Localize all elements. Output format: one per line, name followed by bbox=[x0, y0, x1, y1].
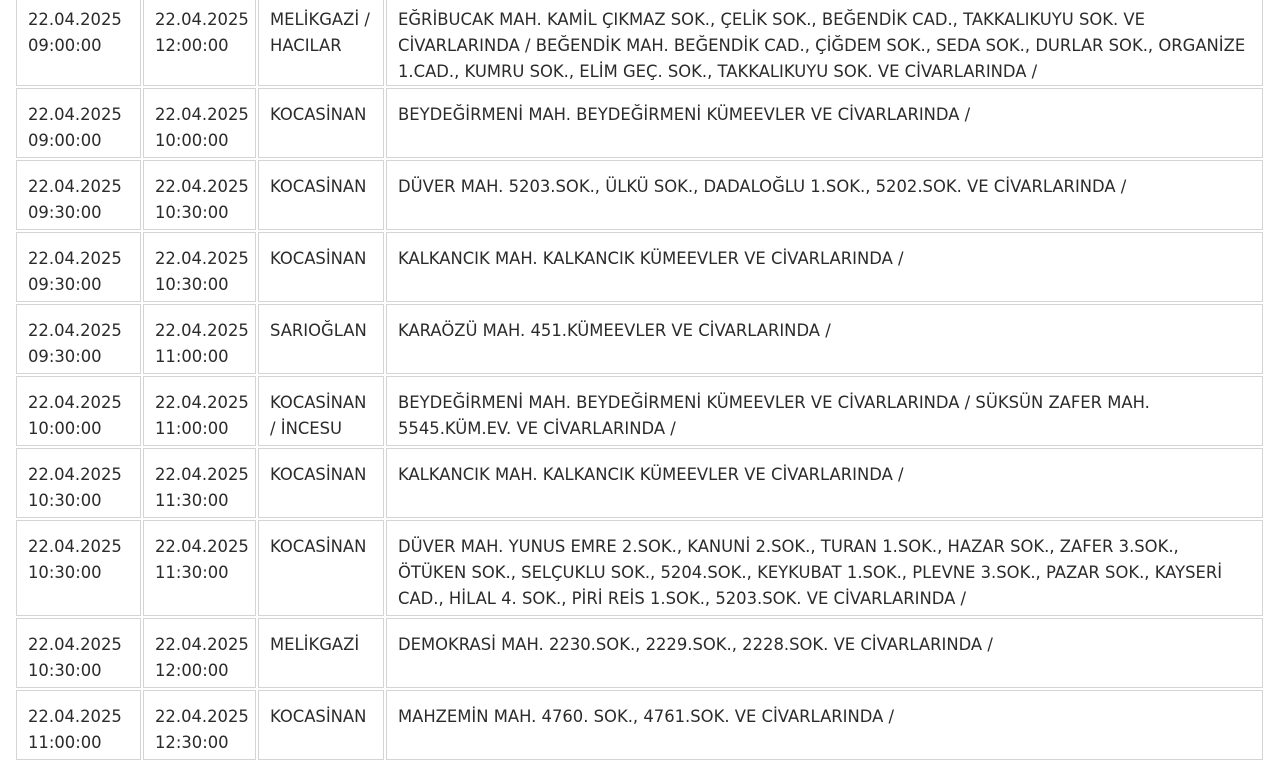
district-cell bbox=[258, 0, 384, 86]
start-time: 10:30:00 bbox=[28, 491, 102, 510]
start-date: 22.04.2025 bbox=[28, 635, 122, 654]
end-datetime-cell bbox=[143, 520, 256, 616]
start-date: 22.04.2025 bbox=[28, 177, 122, 196]
start-time: 10:30:00 bbox=[28, 661, 102, 680]
start-time: 09:00:00 bbox=[28, 36, 102, 55]
end-datetime-cell bbox=[143, 0, 256, 86]
start-time: 11:00:00 bbox=[28, 733, 102, 752]
district-cell bbox=[258, 232, 384, 302]
address-text: DEMOKRASİ MAH. 2230.SOK., 2229.SOK., 2228.SOK. VE CİVARLARINDA / bbox=[398, 635, 993, 654]
end-time: 12:00:00 bbox=[155, 36, 229, 55]
end-date: 22.04.2025 bbox=[155, 537, 249, 556]
end-datetime-cell bbox=[143, 618, 256, 688]
district-line: MELİKGAZİ bbox=[270, 635, 360, 654]
end-datetime-cell bbox=[143, 88, 256, 158]
end-datetime-cell bbox=[143, 376, 256, 446]
start-time: 10:30:00 bbox=[28, 563, 102, 582]
address-cell bbox=[386, 618, 1263, 688]
end-time: 11:00:00 bbox=[155, 347, 229, 366]
district-cell bbox=[258, 160, 384, 230]
district-line: SARIOĞLAN bbox=[270, 321, 367, 340]
start-time: 10:00:00 bbox=[28, 419, 102, 438]
address-cell bbox=[386, 448, 1263, 518]
start-datetime-cell bbox=[16, 448, 141, 518]
start-date: 22.04.2025 bbox=[28, 249, 122, 268]
district-line: KOCASİNAN bbox=[270, 465, 367, 484]
district-line: KOCASİNAN bbox=[270, 177, 367, 196]
start-date: 22.04.2025 bbox=[28, 537, 122, 556]
table-row bbox=[16, 0, 1263, 86]
address-cell bbox=[386, 160, 1263, 230]
start-date: 22.04.2025 bbox=[28, 393, 122, 412]
district-cell bbox=[258, 448, 384, 518]
address-text: MAHZEMİN MAH. 4760. SOK., 4761.SOK. VE CİVARLARINDA / bbox=[398, 707, 895, 726]
district-line: KOCASİNAN bbox=[270, 105, 367, 124]
district-cell bbox=[258, 690, 384, 760]
table-row bbox=[16, 160, 1263, 230]
address-text: KARAÖZÜ MAH. 451.KÜMEEVLER VE CİVARLARINDA / bbox=[398, 321, 831, 340]
address-cell bbox=[386, 88, 1263, 158]
start-time: 09:30:00 bbox=[28, 275, 102, 294]
start-datetime-cell bbox=[16, 618, 141, 688]
start-date: 22.04.2025 bbox=[28, 707, 122, 726]
end-date: 22.04.2025 bbox=[155, 465, 249, 484]
start-datetime-cell bbox=[16, 88, 141, 158]
start-datetime-cell bbox=[16, 160, 141, 230]
district-cell bbox=[258, 618, 384, 688]
address-text: DÜVER MAH. YUNUS EMRE 2.SOK., KANUNİ 2.SOK., TURAN 1.SOK., HAZAR SOK., ZAFER 3.SOK., ÖTÜKEN SOK., SELÇUKLU SOK., 5204.SOK., KEYKUBAT 1.SOK., PLEVNE 3.SOK., PAZAR SOK., KAYSERİ CAD., HİLAL 4. SOK., PİRİ REİS 1.SOK., 5203.SOK. VE CİVARLARINDA / bbox=[398, 537, 1223, 608]
address-text: KALKANCIK MAH. KALKANCIK KÜMEEVLER VE CİVARLARINDA / bbox=[398, 465, 904, 484]
address-cell bbox=[386, 690, 1263, 760]
end-date: 22.04.2025 bbox=[155, 707, 249, 726]
address-text: BEYDEĞİRMENİ MAH. BEYDEĞİRMENİ KÜMEEVLER VE CİVARLARINDA / SÜKSÜN ZAFER MAH. 5545.KÜM.EV. VE CİVARLARINDA / bbox=[398, 393, 1150, 438]
start-date: 22.04.2025 bbox=[28, 10, 122, 29]
start-datetime-cell bbox=[16, 232, 141, 302]
end-date: 22.04.2025 bbox=[155, 10, 249, 29]
address-text: EĞRİBUCAK MAH. KAMİL ÇIKMAZ SOK., ÇELİK SOK., BEĞENDİK CAD., TAKKALIKUYU SOK. VE CİVARLARINDA / BEĞENDİK MAH. BEĞENDİK CAD., ÇİĞDEM SOK., SEDA SOK., DURLAR SOK., ORGANİZE 1.CAD., KUMRU SOK., ELİM GEÇ. SOK., TAKKALIKUYU SOK. VE CİVARLARINDA / bbox=[398, 10, 1246, 81]
start-datetime-cell bbox=[16, 520, 141, 616]
end-datetime-cell bbox=[143, 304, 256, 374]
end-datetime-cell bbox=[143, 690, 256, 760]
table-row bbox=[16, 448, 1263, 518]
end-time: 12:30:00 bbox=[155, 733, 229, 752]
district-line: MELİKGAZİ / bbox=[270, 10, 370, 29]
table-row bbox=[16, 520, 1263, 616]
address-cell bbox=[386, 520, 1263, 616]
end-date: 22.04.2025 bbox=[155, 321, 249, 340]
end-time: 10:00:00 bbox=[155, 131, 229, 150]
outage-table-container bbox=[14, 0, 1265, 762]
outage-table-body bbox=[16, 0, 1263, 760]
end-time: 11:30:00 bbox=[155, 491, 229, 510]
end-date: 22.04.2025 bbox=[155, 635, 249, 654]
start-datetime-cell bbox=[16, 690, 141, 760]
start-date: 22.04.2025 bbox=[28, 105, 122, 124]
address-cell bbox=[386, 0, 1263, 86]
address-cell bbox=[386, 232, 1263, 302]
end-datetime-cell bbox=[143, 448, 256, 518]
table-row bbox=[16, 690, 1263, 760]
end-datetime-cell bbox=[143, 160, 256, 230]
table-row bbox=[16, 88, 1263, 158]
address-cell bbox=[386, 304, 1263, 374]
district-line: HACILAR bbox=[270, 36, 342, 55]
start-date: 22.04.2025 bbox=[28, 465, 122, 484]
start-date: 22.04.2025 bbox=[28, 321, 122, 340]
end-datetime-cell bbox=[143, 232, 256, 302]
district-cell bbox=[258, 520, 384, 616]
district-line: KOCASİNAN bbox=[270, 249, 367, 268]
district-line: / İNCESU bbox=[270, 419, 343, 438]
district-cell bbox=[258, 304, 384, 374]
end-time: 11:30:00 bbox=[155, 563, 229, 582]
end-date: 22.04.2025 bbox=[155, 393, 249, 412]
end-date: 22.04.2025 bbox=[155, 249, 249, 268]
table-row bbox=[16, 304, 1263, 374]
end-time: 11:00:00 bbox=[155, 419, 229, 438]
address-text: KALKANCIK MAH. KALKANCIK KÜMEEVLER VE CİVARLARINDA / bbox=[398, 249, 904, 268]
address-cell bbox=[386, 376, 1263, 446]
district-cell bbox=[258, 376, 384, 446]
start-time: 09:30:00 bbox=[28, 347, 102, 366]
district-line: KOCASİNAN bbox=[270, 707, 367, 726]
start-datetime-cell bbox=[16, 376, 141, 446]
table-row bbox=[16, 618, 1263, 688]
end-date: 22.04.2025 bbox=[155, 105, 249, 124]
district-line: KOCASİNAN bbox=[270, 537, 367, 556]
start-time: 09:00:00 bbox=[28, 131, 102, 150]
end-time: 10:30:00 bbox=[155, 275, 229, 294]
address-text: BEYDEĞİRMENİ MAH. BEYDEĞİRMENİ KÜMEEVLER VE CİVARLARINDA / bbox=[398, 105, 971, 124]
start-datetime-cell bbox=[16, 0, 141, 86]
table-row bbox=[16, 376, 1263, 446]
start-time: 09:30:00 bbox=[28, 203, 102, 222]
address-text: DÜVER MAH. 5203.SOK., ÜLKÜ SOK., DADALOĞLU 1.SOK., 5202.SOK. VE CİVARLARINDA / bbox=[398, 177, 1127, 196]
outage-table bbox=[14, 0, 1265, 762]
end-date: 22.04.2025 bbox=[155, 177, 249, 196]
table-row bbox=[16, 232, 1263, 302]
start-datetime-cell bbox=[16, 304, 141, 374]
end-time: 12:00:00 bbox=[155, 661, 229, 680]
district-line: KOCASİNAN bbox=[270, 393, 367, 412]
district-cell bbox=[258, 88, 384, 158]
end-time: 10:30:00 bbox=[155, 203, 229, 222]
